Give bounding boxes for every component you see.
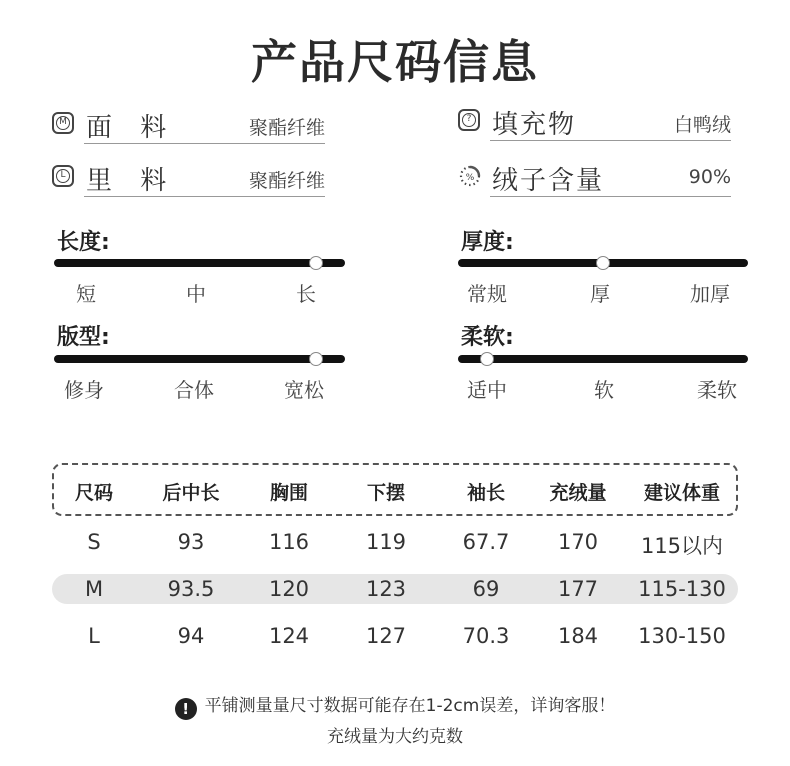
attr-down-content [458,160,731,194]
table-cell: 94 [177,624,205,648]
divider [84,143,325,144]
scale-fit-label-1: 修身 [64,378,104,402]
divider [490,140,731,141]
table-cell: 127 [365,624,407,648]
scale-softness-track [458,355,748,363]
attr-lining-value: 聚酯纤维 [248,170,325,192]
size-table-header-cell: 尺码 [74,482,113,504]
scale-fit-label-2: 合体 [174,378,214,402]
attr-fabric-value: 聚酯纤维 [248,117,325,139]
scale-thickness-label-1: 常规 [467,282,507,306]
scale-thickness-track [458,259,748,267]
size-table-header-cell: 建议体重 [643,482,720,504]
scale-thickness-label-2: 厚 [590,282,610,306]
scale-length-label-1: 短 [76,282,96,306]
table-cell: 69 [472,577,500,601]
size-table-header-cell: 下摆 [366,482,405,504]
attr-filling-value: 白鸭绒 [673,114,731,136]
table-cell: 93 [177,530,205,554]
attr-down-content-value: 90% [688,166,731,188]
scale-length-title: 长度: [57,230,110,255]
table-cell: 123 [365,577,407,601]
table-cell: 70.3 [462,624,510,648]
table-cell: 115-130 [638,577,726,601]
table-cell: L [88,624,100,648]
size-table-header-cell: 充绒量 [549,482,607,504]
attr-lining [52,160,325,194]
table-cell: 130-150 [638,624,726,648]
table-cell: 170 [557,530,599,554]
table-cell: 115以内 [640,534,724,558]
table-cell: M [84,577,104,601]
lining-l-icon: L [52,165,74,187]
material-m-icon: M [52,112,74,134]
scale-fit-label-3: 宽松 [284,378,324,402]
down-content-dotted-circle-icon [458,164,482,188]
size-table-header-cell: 胸围 [269,482,308,504]
scale-length-label-2: 中 [186,282,206,306]
exclamation-icon: ! [175,698,197,720]
page-title: 产品尺码信息 [251,35,539,89]
measurement-note-text: 平铺测量量尺寸数据可能存在1-2cm误差，详询客服！ [204,696,616,716]
attr-filling [458,104,731,138]
attr-fabric-label: 面 料 [86,113,177,143]
scale-fit-track [54,355,345,363]
attr-lining-label: 里 料 [86,166,177,196]
scale-fit-knob [309,352,323,366]
scale-thickness-knob [596,256,610,270]
table-cell: 116 [268,530,310,554]
scale-length-knob [309,256,323,270]
table-cell: 184 [557,624,599,648]
down-fill-note: 充绒量为大约克数 [327,727,463,747]
scale-thickness-title: 厚度: [461,230,514,255]
filling-question-icon: ? [458,109,480,131]
attr-down-content-label: 绒子含量 [492,166,605,196]
table-cell: S [87,530,101,554]
scale-thickness-label-3: 加厚 [690,282,730,306]
divider [84,196,325,197]
scale-fit-title: 版型: [57,325,110,350]
scale-softness-label-1: 适中 [467,378,507,402]
attr-filling-label: 填充物 [492,110,577,140]
table-cell: 93.5 [167,577,215,601]
attr-fabric [52,107,325,141]
table-cell: 67.7 [462,530,510,554]
scale-length-track [54,259,345,267]
scale-softness-title: 柔软: [461,325,514,350]
size-table-header-cell: 袖长 [466,482,505,504]
table-cell: 119 [365,530,407,554]
table-cell: 120 [268,577,310,601]
scale-softness-label-2: 软 [594,378,614,402]
scale-softness-knob [480,352,494,366]
table-cell: 177 [557,577,599,601]
measurement-note [0,691,790,720]
table-cell: 124 [268,624,310,648]
svg-text:%: % [465,173,475,183]
divider [490,196,731,197]
scale-length-label-3: 长 [296,282,316,306]
size-table-header-cell: 后中长 [162,482,220,504]
scale-softness-label-3: 柔软 [697,378,737,402]
